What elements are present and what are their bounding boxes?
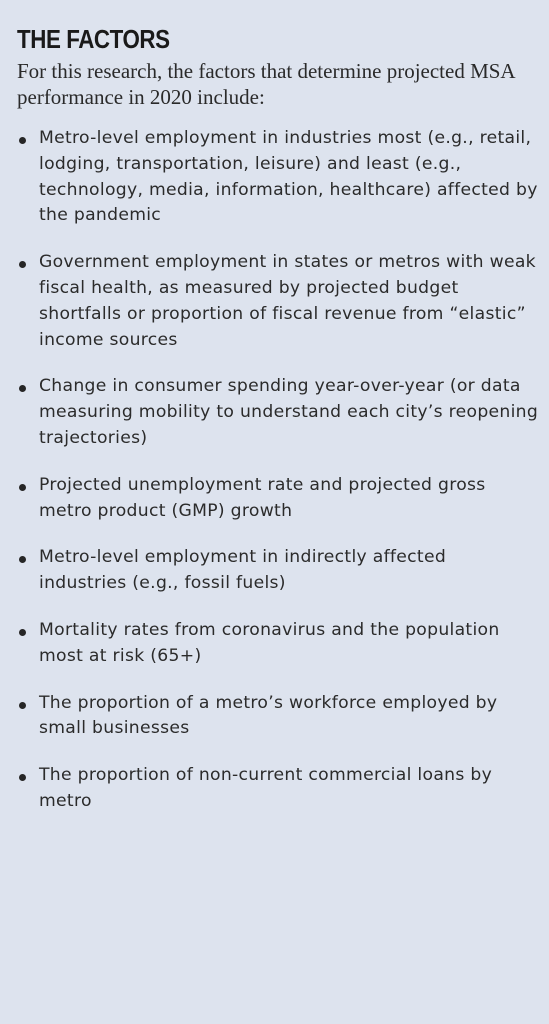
bullet-icon — [19, 774, 26, 781]
list-item — [17, 126, 539, 229]
list-item — [17, 473, 539, 525]
list-item-text: Projected unemployment rate and projected gross metro product (GMP) growth — [39, 474, 486, 521]
list-item-text: Mortality rates from coronavirus and the population most at risk (65+) — [39, 619, 500, 666]
bullet-icon — [19, 629, 26, 636]
list-item-text: Metro-level employment in indirectly affected industries (e.g., fossil fuels) — [39, 547, 447, 594]
list-item-text: The proportion of non-current commercial loans by metro — [39, 765, 493, 811]
list-item-text: Metro-level employment in industries most (e.g., retail, lodging, transportation, leisure) and least (e.g., technology, media, information, healthcare) affected by the pandemic — [39, 128, 538, 226]
factors-list — [17, 126, 539, 815]
list-item-text: Change in consumer spending year-over-year (or data measuring mobility to understand each city’s reopening trajectories) — [39, 376, 539, 448]
section-heading: THE FACTORS — [17, 24, 170, 54]
list-item — [17, 374, 539, 451]
list-item — [17, 250, 539, 353]
bullet-icon — [19, 385, 26, 392]
intro-paragraph: For this research, the factors that determine projected MSA performance in 2020 include: — [17, 59, 515, 109]
list-item — [17, 545, 539, 597]
list-item — [17, 618, 539, 670]
bullet-icon — [19, 702, 26, 709]
list-item — [17, 763, 539, 815]
bullet-icon — [19, 556, 26, 563]
bullet-icon — [19, 137, 26, 144]
bullet-icon — [19, 261, 26, 268]
list-item-text: Government employment in states or metros with weak fiscal health, as measured by projected budget shortfalls or proportion of fiscal revenue from “elastic” income sources — [39, 252, 536, 350]
list-item-text: The proportion of a metro’s workforce employed by small businesses — [39, 692, 498, 739]
list-item — [17, 691, 539, 743]
bullet-icon — [19, 484, 26, 491]
